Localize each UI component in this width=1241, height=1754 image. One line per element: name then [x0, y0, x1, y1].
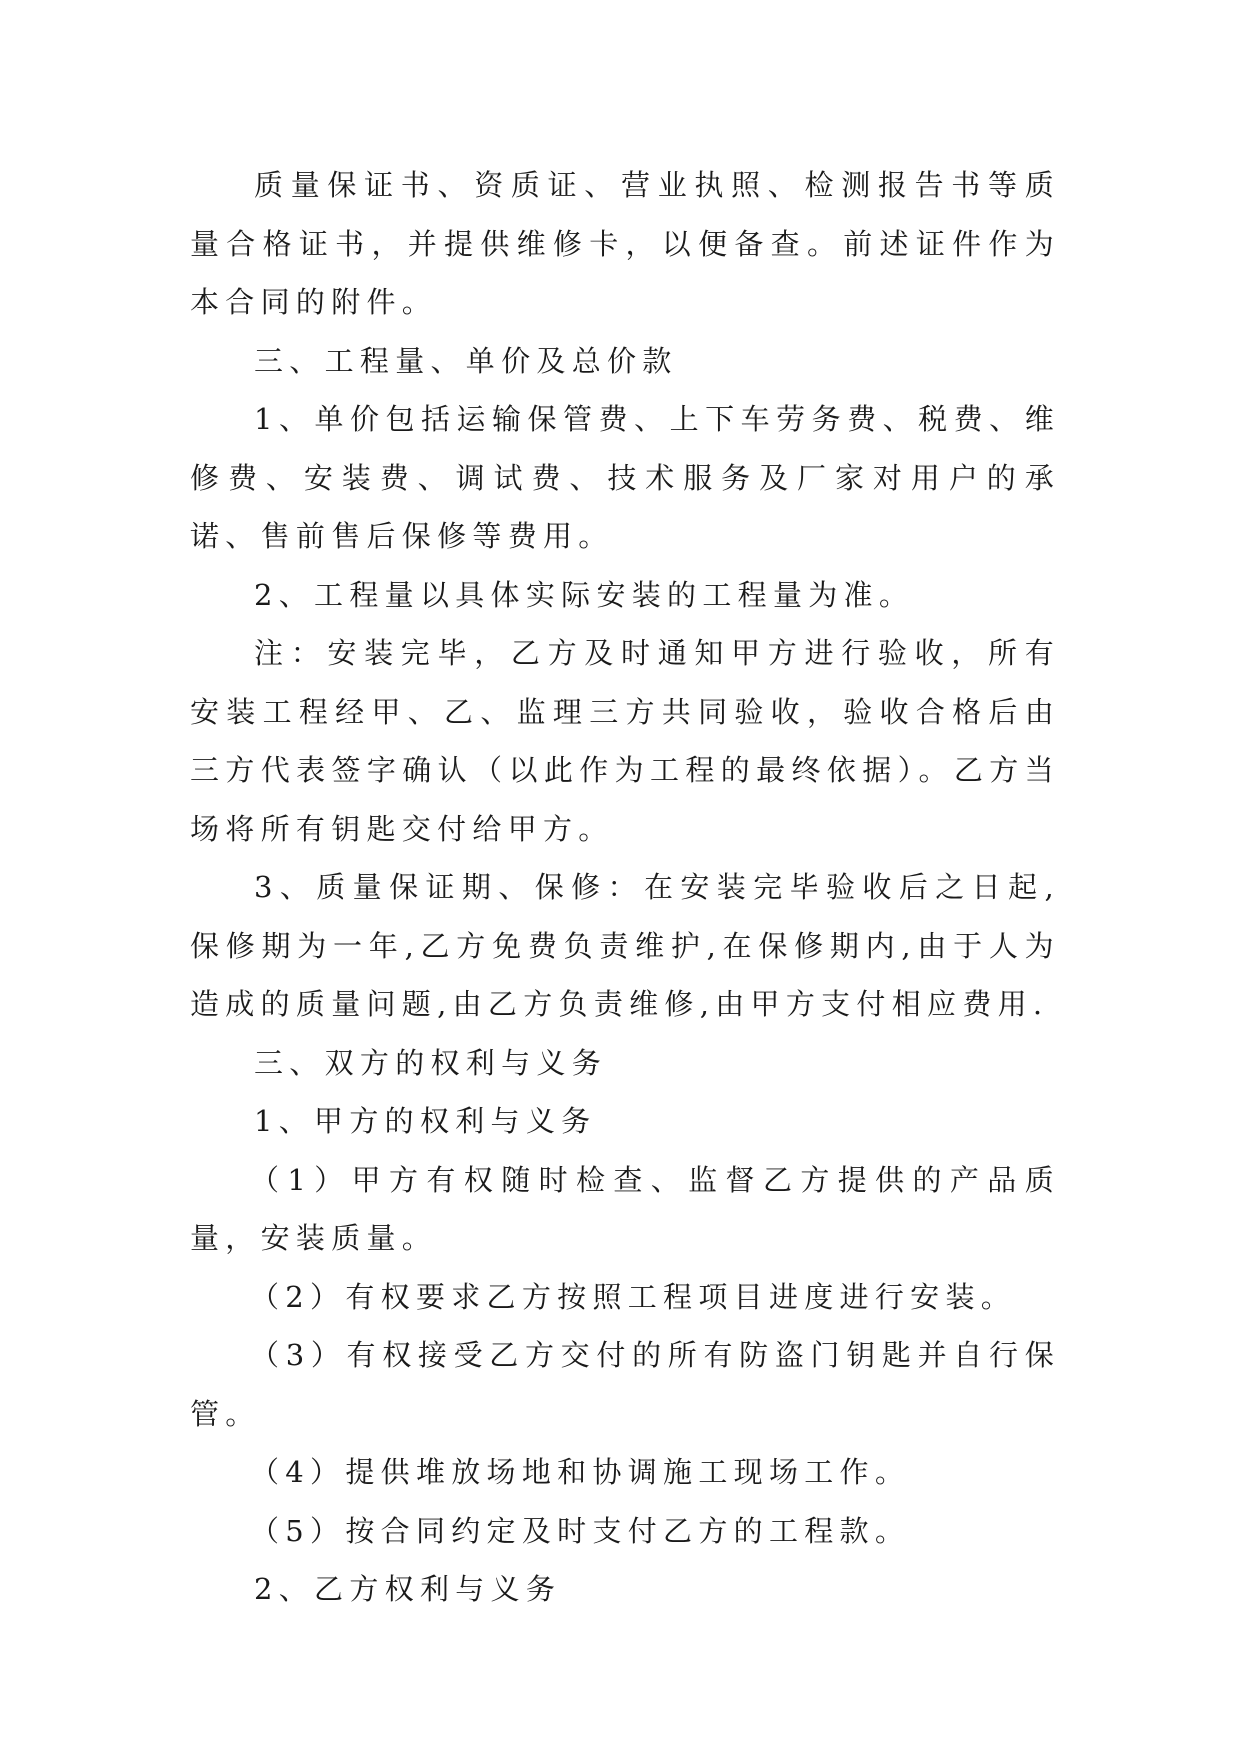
document-body	[190, 156, 1060, 1619]
subheading-party-b: 2、乙方权利与义务	[254, 1572, 562, 1606]
paragraph-quantity: 2、工程量以具体实际安装的工程量为准。	[254, 577, 915, 612]
paragraph-unit-price: 1、单价包括运输保管费、上下车劳务费、税费、维修费、安装费、调试费、技术服务及厂家对用户的承诺、售前售后保修等费用。	[190, 402, 1060, 553]
list-item-party-a-4: （4）提供堆放场地和协调施工现场工作。	[250, 1455, 911, 1489]
paragraph-certificates: 质量保证书、资质证、营业执照、检测报告书等质量合格证书，并提供维修卡，以便备查。前述证件作为本合同的附件。	[190, 168, 1060, 319]
subheading-party-a: 1、甲方的权利与义务	[254, 1104, 597, 1138]
list-item-party-a-2: （2）有权要求乙方按照工程项目进度进行安装。	[250, 1279, 1017, 1314]
section-heading-rights-obligations: 三、双方的权利与义务	[254, 1045, 608, 1080]
section-heading-quantity-price: 三、工程量、单价及总价款	[254, 343, 678, 378]
paragraph-warranty: 3、质量保证期、保修：在安装完毕验收后之日起,保修期为一年,乙方免费负责维护,在保修期内,由于人为造成的质量问题,由乙方负责维修,由甲方支付相应费用.	[190, 870, 1060, 1021]
list-item-party-a-5: （5）按合同约定及时支付乙方的工程款。	[250, 1513, 911, 1548]
list-item-party-a-3: （3）有权接受乙方交付的所有防盗门钥匙并自行保管。	[190, 1338, 1060, 1431]
paragraph-note-acceptance: 注：安装完毕，乙方及时通知甲方进行验收，所有安装工程经甲、乙、监理三方共同验收，验收合格后由三方代表签字确认（以此作为工程的最终依据）。乙方当场将所有钥匙交付给甲方。	[190, 636, 1060, 846]
list-item-party-a-1: （1）甲方有权随时检查、监督乙方提供的产品质量，安装质量。	[190, 1162, 1060, 1255]
